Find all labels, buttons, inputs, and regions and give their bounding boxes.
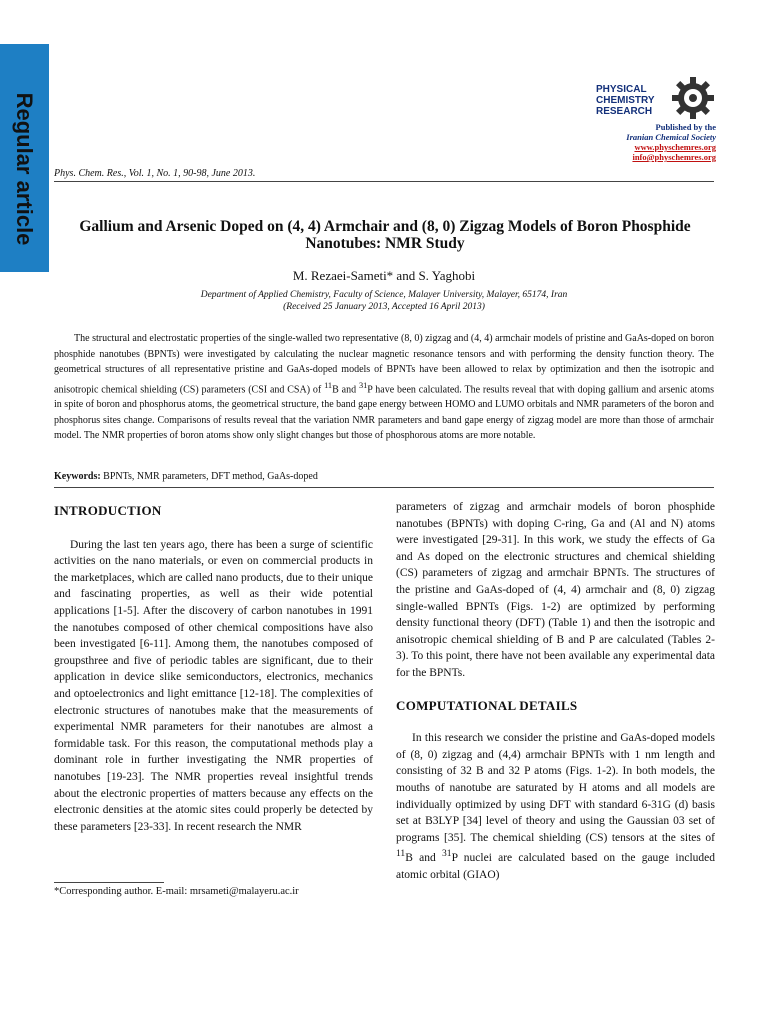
received-dates: (Received 25 January 2013, Accepted 16 April 2013) — [283, 302, 485, 312]
regular-article-tab — [0, 44, 49, 272]
affiliation: Department of Applied Chemistry, Faculty of Science, Malayer University, Malayer, 65174, Iran — [200, 290, 568, 300]
logo-line-physical: PHYSICAL — [596, 84, 647, 95]
society-name: Iranian Chemical Society — [626, 132, 716, 142]
computational-heading: COMPUTATIONAL DETAILS — [396, 697, 578, 713]
journal-logo — [596, 74, 721, 174]
website-link[interactable]: www.physchemres.org — [634, 142, 716, 152]
keywords — [54, 471, 714, 488]
abstract-text-2: B and — [332, 383, 359, 395]
intro-paragraph: During the last ten years ago, there has been a surge of scientific activities on the nano materials, or even on commercial products in the marketplaces, which are called nano products, due to their unique and fascinating properties, as well as their wide potential applications [1-5]. After the discovery of carbon nanotubes in 1991 the nanotubes composed of other chemical compositions have also been investigated [6-11]. Among them, the nanotubes composed of groupsthree and five of periodic tables are significant, due to their application in device slike semiconductors, electronics, mechanics and optoelectronics and light emittance [12-18]. The complexities of electronic structures of nanotubes make that the measurements of experimental NMR parameters for their nanotubes are almost a formidable task. For this reason, the computational methods play a dominant role in further investigating the NMR properties of nanotubes [19-23]. The NMR properties reveal insightful trends about the electronic properties of matters because any effects on the electronic densities at the atomic sites could properly be detected by these parameters [23-33]. In recent research the NMR — [54, 538, 373, 833]
published-by-text: Published by the — [655, 122, 716, 132]
email-link[interactable]: info@physchemres.org — [632, 152, 716, 162]
abstract-text-1: The structural and electrostatic properties of the single-walled two representative (8, 0) zigzag and (4, 4) armchair models of pristine and GaAs-doped on boron phosphide nanotubes (BPNTs) were investigated by calculating the nuclear magnetic resonance tensors and with performing the density function theory. The geometrical structures of all representative pristine and GaAs-doped models of BPNTs have been allowed to relax by optimization and then the isotropic and anisotropic chemical shielding (CS) parameters (CSI and CSA) of — [54, 333, 714, 395]
abstract — [54, 331, 714, 444]
intro-continuation: parameters of zigzag and armchair models of boron phosphide nanotubes (BPNTs) with doping C-ring, Ga and (Al and N) atoms were investigated [29-31]. In this work, we study the effects of Ga and As doped on the electronic structures and chemical shielding (CS) parameters of zigzag and armchair BPNTs. The structures of the pristine and GaAs-doped of (4, 4) armchair and (8, 0) zigzag single-walled BPNTs (Figs. 1-2) are optimized by performing density functional theory (DFT) (Table 1) and then the isotropic and anisotropic chemical shielding of B and P are calculated (Tables 2-3). To this point, there have not been available any experimental data for the BPNTs. — [396, 501, 715, 679]
intro-heading: INTRODUCTION — [54, 503, 162, 518]
keywords-text: BPNTs, NMR parameters, DFT method, GaAs-doped — [100, 471, 318, 482]
keywords-label: Keywords: — [54, 471, 101, 482]
gear-icon — [669, 74, 717, 122]
corresponding-author-footnote: *Corresponding author. E-mail: mrsameti@malayeru.ac.ir — [54, 886, 299, 897]
logo-line-research: RESEARCH — [596, 106, 653, 117]
comp-text-2: B and — [405, 852, 442, 865]
superscript-31: 31 — [358, 380, 368, 390]
comp-text-1: In this research we consider the pristine and GaAs-doped models of (8, 0) zigzag and (4,4) armchair BPNTs with 1 nm length and consisting of 32 B and 32 P atoms (Figs. 1-2). In both models, the mouths of nanotube are saturated by H atoms and all models are individually optimized by using DFT with standard 6-31G (d) basis set at B3LYP [34] level of theory and using the Gaussian 03 set of programs [35]. The chemical shielding (CS) tensors at the sites of — [396, 732, 715, 844]
paper-title: Gallium and Arsenic Doped on (4, 4) Armchair and (8, 0) Zigzag Models of Boron Phosphide Nanotubes: NMR Study — [79, 218, 691, 252]
publisher-block — [596, 122, 716, 162]
superscript-11: 11 — [396, 848, 406, 860]
citation-divider — [54, 181, 714, 182]
superscript-31: 31 — [442, 848, 452, 860]
affiliation-block — [54, 289, 714, 313]
left-column — [54, 503, 373, 835]
logo-line-chemistry: CHEMISTRY — [596, 95, 655, 106]
paper-authors: M. Rezaei-Sameti* and S. Yaghobi — [292, 268, 476, 283]
superscript-11: 11 — [324, 380, 333, 390]
regular-article-label: Regular article — [12, 92, 37, 246]
abstract-text-3: P have been calculated. The results reveal that with doping gallium and arsenic atoms in spite of boron and phosphorus atoms, the geometrical structure, the band gape energy between HOMO and LUMO orbitals and NMR parameters of the boron and phosphorus sites change. Comparisons of results reveal that the variation NMR parameters and band gape energy of zigzag model are more than those of armchair model. The NMR properties of boron atoms show only slight changes but those of phosphorous atoms are more notable. — [54, 383, 714, 442]
comp-text-3: P nuclei are calculated based on the gauge included atomic orbital (GIAO) — [396, 852, 715, 881]
computational-paragraph — [396, 730, 715, 883]
footnote-divider — [54, 882, 164, 883]
journal-citation: Phys. Chem. Res., Vol. 1, No. 1, 90-98, June 2013. — [54, 168, 256, 179]
right-column — [396, 499, 715, 883]
